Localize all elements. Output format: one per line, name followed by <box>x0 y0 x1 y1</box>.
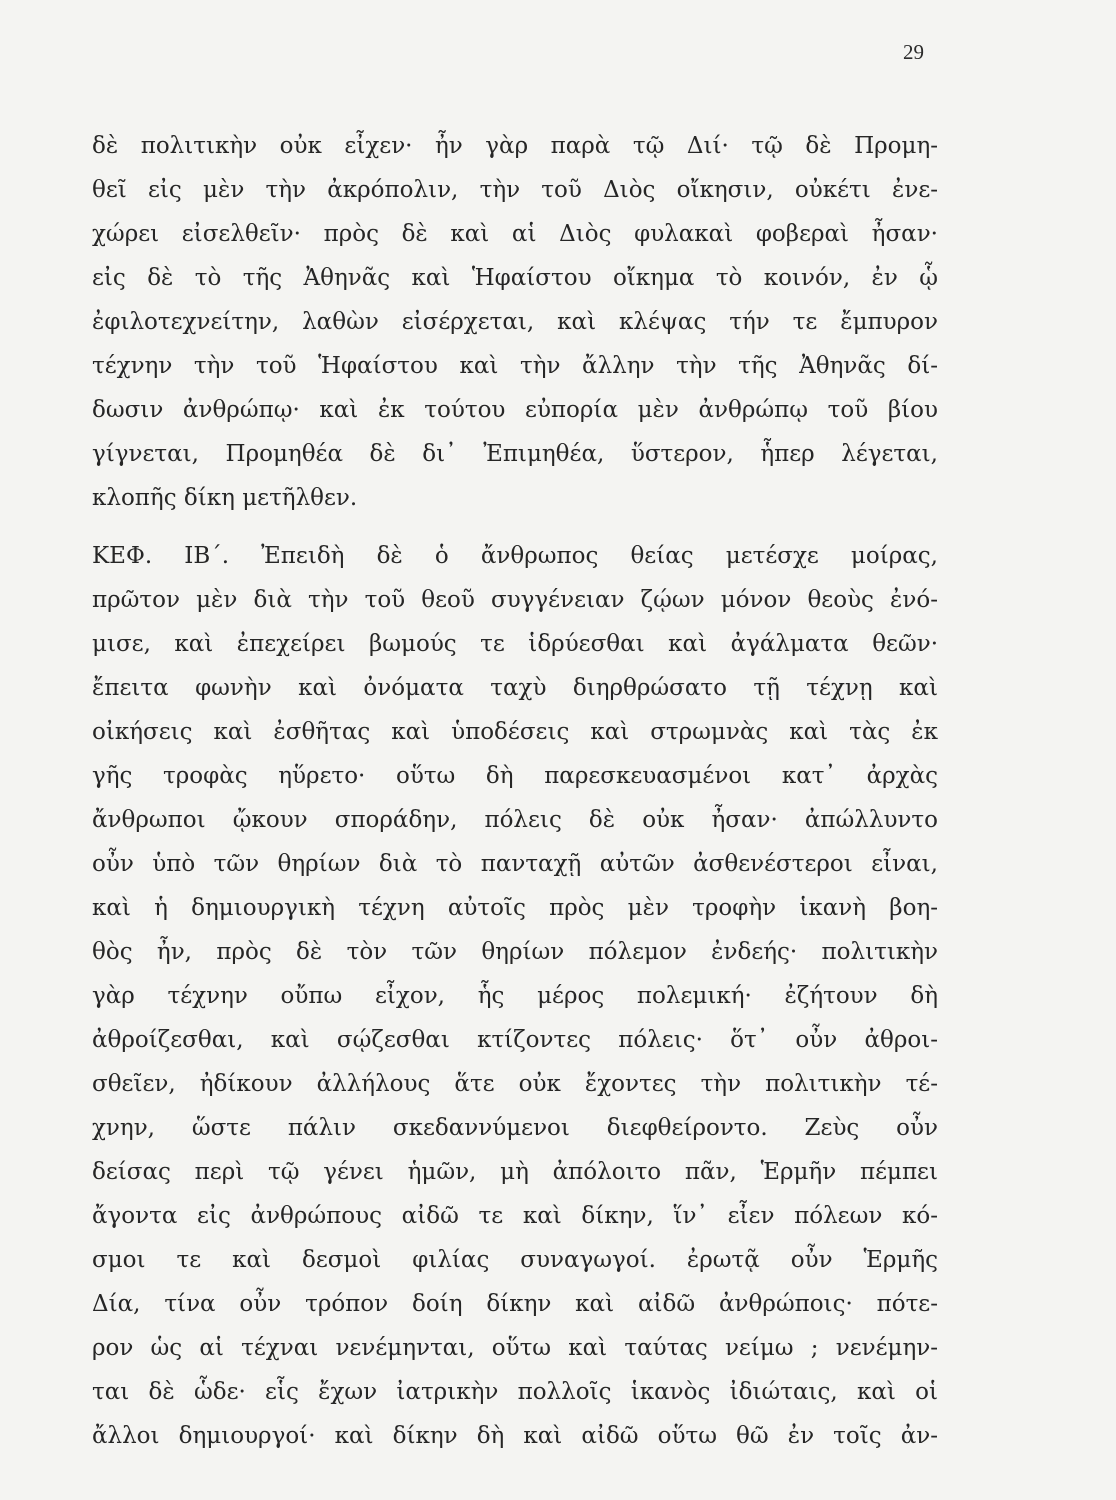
text-line: δωσιν ἀνθρώπῳ· καὶ ἐκ τούτου εὐπορία μὲν ἀνθρώπῳ τοῦ βίου <box>92 397 938 423</box>
text-line: οἰκήσεις καὶ ἐσθῆτας καὶ ὑποδέσεις καὶ στρωμνὰς καὶ τὰς ἐκ <box>92 719 938 745</box>
text-line: ἐφιλοτεχνείτην, λαθὼν εἰσέρχεται, καὶ κλέψας τήν τε ἔμπυρον <box>92 309 938 335</box>
text-line: κλοπῆς δίκη μετῆλθεν. <box>92 485 358 511</box>
text-line: οὖν ὑπὸ τῶν θηρίων διὰ τὸ πανταχῇ αὐτῶν ἀσθενέστεροι εἶναι, <box>92 851 938 877</box>
text-line: μισε, καὶ ἐπεχείρει βωμούς τε ἱδρύεσθαι καὶ ἀγάλματα θεῶν· <box>92 631 938 657</box>
text-line: ἀθροίζεσθαι, καὶ σῴζεσθαι κτίζοντες πόλεις· ὅτ᾽ οὖν ἀθροι- <box>92 1027 938 1053</box>
text-line: ἄλλοι δημιουργοί· καὶ δίκην δὴ καὶ αἰδῶ οὕτω θῶ ἐν τοῖς ἀν- <box>92 1423 938 1449</box>
text-line: σμοι τε καὶ δεσμοὶ φιλίας συναγωγοί. ἐρωτᾷ οὖν Ἑρμῆς <box>92 1247 938 1273</box>
text-line: τέχνην τὴν τοῦ Ἡφαίστου καὶ τὴν ἄλλην τὴν τῆς Ἀθηνᾶς δί- <box>92 353 938 379</box>
paragraph-2 <box>92 534 938 1458</box>
text-line: ται δὲ ὧδε· εἷς ἔχων ἰατρικὴν πολλοῖς ἱκανὸς ἰδιώταις, καὶ οἱ <box>92 1379 938 1405</box>
text-line: γὰρ τέχνην οὔπω εἶχον, ἧς μέρος πολεμική· ἐζήτουν δὴ <box>92 983 938 1009</box>
text-line: Δία, τίνα οὖν τρόπον δοίη δίκην καὶ αἰδῶ ἀνθρώποις· πότε- <box>92 1291 938 1317</box>
text-line: ἄνθρωποι ᾤκουν σποράδην, πόλεις δὲ οὐκ ἦσαν· ἀπώλλυντο <box>92 807 938 833</box>
text-line: χνην, ὥστε πάλιν σκεδαννύμενοι διεφθείροντο. Ζεὺς οὖν <box>92 1115 938 1141</box>
text-line: καὶ ἡ δημιουργικὴ τέχνη αὐτοῖς πρὸς μὲν τροφὴν ἱκανὴ βοη- <box>92 895 938 921</box>
text-line: εἰς δὲ τὸ τῆς Ἀθηνᾶς καὶ Ἡφαίστου οἴκημα τὸ κοινόν, ἐν ᾧ <box>92 265 938 291</box>
paragraph-1 <box>92 124 938 520</box>
text-line: γίγνεται, Προμηθέα δὲ δι᾽ Ἐπιμηθέα, ὕστερον, ἧπερ λέγεται, <box>92 441 938 467</box>
text-line: δὲ πολιτικὴν οὐκ εἶχεν· ἦν γὰρ παρὰ τῷ Διί· τῷ δὲ Προμη- <box>92 133 938 159</box>
text-line: πρῶτον μὲν διὰ τὴν τοῦ θεοῦ συγγένειαν ζῴων μόνον θεοὺς ἐνό- <box>92 587 938 613</box>
text-line: δείσας περὶ τῷ γένει ἡμῶν, μὴ ἀπόλοιτο πᾶν, Ἑρμῆν πέμπει <box>92 1159 938 1185</box>
page-number: 29 <box>903 40 924 64</box>
text-line: ἔπειτα φωνὴν καὶ ὀνόματα ταχὺ διηρθρώσατο τῇ τέχνῃ καὶ <box>92 675 938 701</box>
text-line: σθεῖεν, ἠδίκουν ἀλλήλους ἅτε οὐκ ἔχοντες τὴν πολιτικὴν τέ- <box>92 1071 938 1097</box>
chapter-heading-line: ΚΕΦ. ΙΒ΄. Ἐπειδὴ δὲ ὁ ἄνθρωπος θείας μετέσχε μοίρας, <box>92 543 938 569</box>
text-line: χώρει εἰσελθεῖν· πρὸς δὲ καὶ αἱ Διὸς φυλακαὶ φοβεραὶ ἦσαν· <box>92 221 938 247</box>
text-line: ρον ὡς αἱ τέχναι νενέμηνται, οὕτω καὶ ταύτας νείμω ; νενέμην- <box>92 1335 938 1361</box>
text-line: ἄγοντα εἰς ἀνθρώπους αἰδῶ τε καὶ δίκην, ἵν᾽ εἶεν πόλεων κό- <box>92 1203 938 1229</box>
text-line: θεῖ εἰς μὲν τὴν ἀκρόπολιν, τὴν τοῦ Διὸς οἴκησιν, οὐκέτι ἐνε- <box>92 177 938 203</box>
text-line: θὸς ἦν, πρὸς δὲ τὸν τῶν θηρίων πόλεμον ἐνδεής· πολιτικὴν <box>92 939 938 965</box>
text-line: γῆς τροφὰς ηὕρετο· οὕτω δὴ παρεσκευασμένοι κατ᾽ ἀρχὰς <box>92 763 938 789</box>
